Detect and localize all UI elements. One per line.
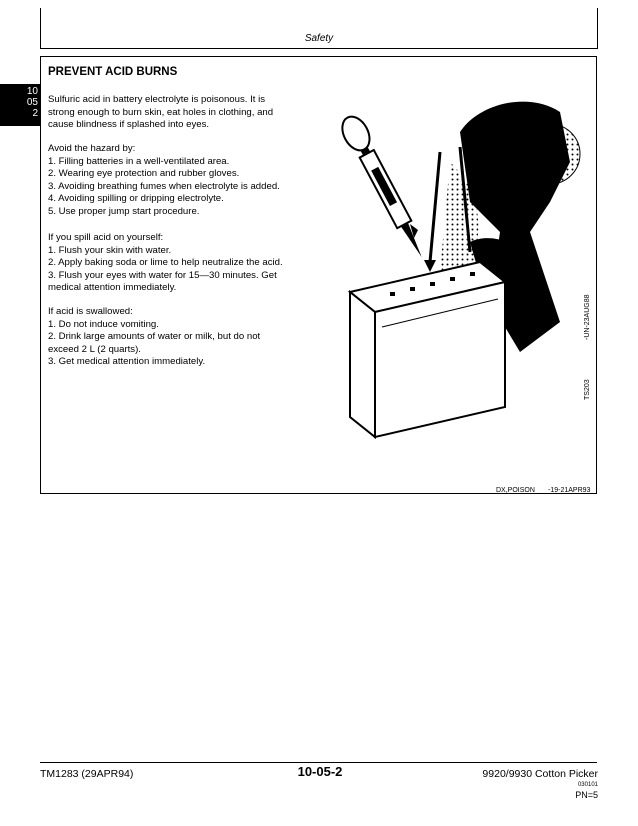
section-tab (0, 84, 40, 126)
spill-line: 3. Flush your eyes with water for 15—30 minutes. Get (48, 269, 277, 281)
swallow-line: 2. Drink large amounts of water or milk, but do not (48, 331, 261, 342)
header-rule (40, 48, 598, 49)
intro-line: cause blindness if splashed into eyes. (48, 119, 210, 130)
spill-line: If you spill acid on yourself: (48, 232, 164, 243)
spill-line: medical attention immediately. (48, 282, 177, 293)
section-tab-line-2: 05 (26, 97, 38, 108)
hydrometer-icon (337, 112, 432, 263)
figure-code: -UN-23AUG88 (584, 294, 591, 340)
section-tab-line-1: 10 (26, 86, 38, 97)
battery-acid-illustration (330, 92, 590, 482)
swallow-line: If acid is swallowed: (48, 306, 133, 317)
page-number: 10-05-2 (297, 764, 343, 779)
swallow-line: 3. Get medical attention immediately. (48, 356, 206, 367)
spill-instructions (48, 232, 328, 295)
avoid-line: 3. Avoiding breathing fumes when electrolyte is added. (48, 180, 280, 192)
spill-line: 2. Apply baking soda or lime to help neutralize the acid. (48, 257, 283, 268)
avoid-hazard-list (48, 143, 328, 218)
avoid-line: 2. Wearing eye protection and rubber gloves. (48, 168, 240, 179)
intro-line: strong enough to burn skin, eat holes in clothing, and (48, 106, 274, 118)
avoid-line: 1. Filling batteries in a well-ventilated area. (48, 155, 230, 167)
pn-number: PN=5 (575, 790, 598, 800)
swallow-instructions (48, 306, 328, 369)
avoid-line: Avoid the hazard by: (48, 143, 136, 154)
avoid-line: 5. Use proper jump start procedure. (48, 205, 200, 217)
page-header-title: Safety (304, 33, 334, 44)
section-tab-line-3: 2 (32, 108, 38, 119)
swallow-line: exceed 2 L (2 quarts). (48, 343, 141, 355)
print-code: 030101 (577, 782, 598, 788)
swallow-line: 1. Do not induce vomiting. (48, 318, 159, 330)
footer-rule (40, 762, 597, 763)
intro-paragraph (48, 94, 328, 132)
section-title: PREVENT ACID BURNS (48, 66, 178, 78)
figure-number: TS203 (584, 379, 591, 400)
spill-line: 1. Flush your skin with water. (48, 244, 172, 256)
machine-model: 9920/9930 Cotton Picker (482, 768, 598, 780)
message-id: DX,POISON (496, 487, 535, 494)
manual-number: TM1283 (29APR94) (40, 768, 134, 780)
avoid-line: 4. Avoiding spilling or dripping electrolyte. (48, 193, 224, 204)
message-date: -19-21APR93 (548, 487, 591, 494)
intro-line: Sulfuric acid in battery electrolyte is poisonous. It is (48, 94, 266, 105)
